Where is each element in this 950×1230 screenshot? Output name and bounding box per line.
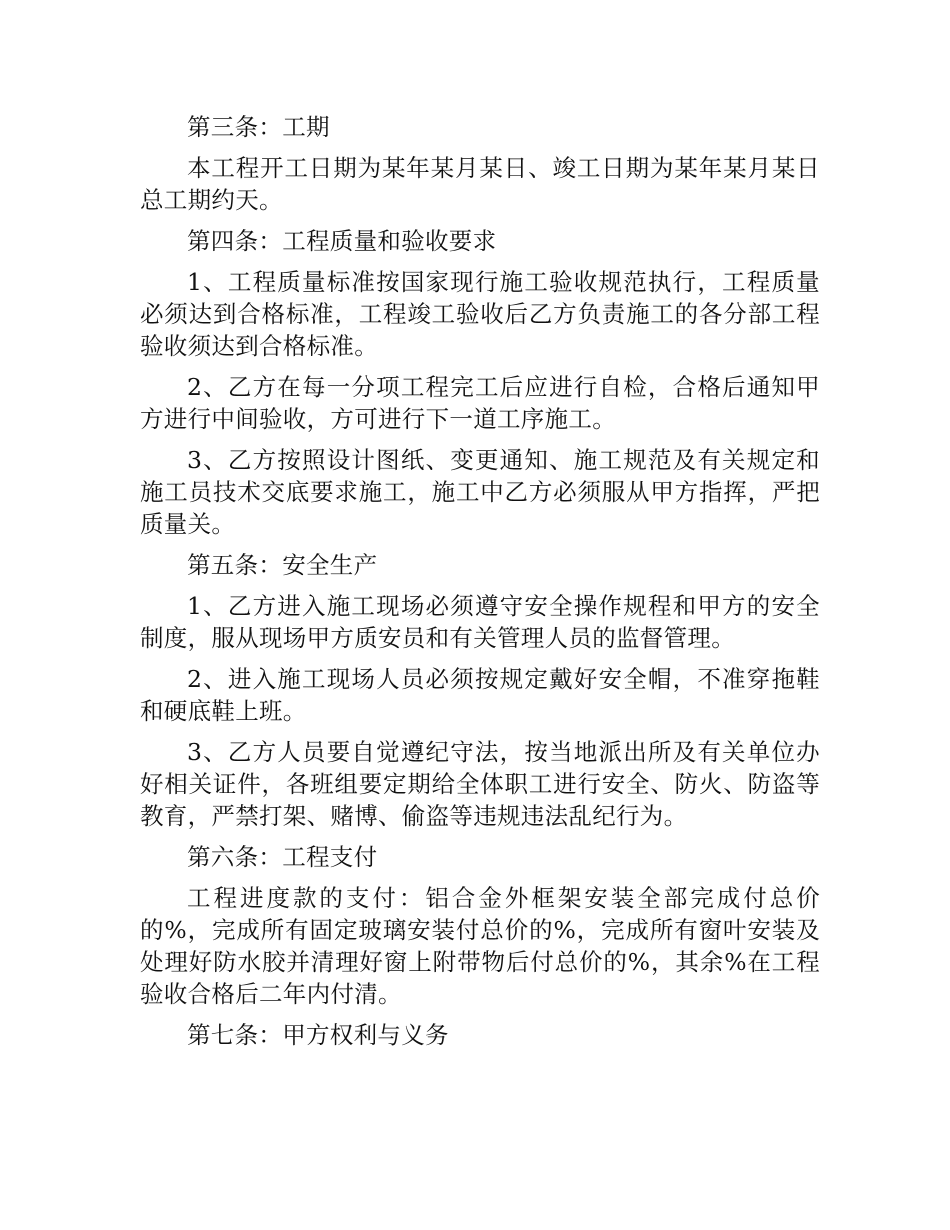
paragraph-safety-2: 2、进入施工现场人员必须按规定戴好安全帽，不准穿拖鞋和硬底鞋上班。 <box>140 665 820 725</box>
section-heading-article-4: 第四条：工程质量和验收要求 <box>187 227 497 255</box>
paragraph-safety-3: 3、乙方人员要自觉遵纪守法，按当地派出所及有关单位办好相关证件，各班组要定期给全体职工进行安全、防火、防盗等教育，严禁打架、赌博、偷盗等违规违法乱纪行为。 <box>140 738 820 830</box>
paragraph-safety-1: 1、乙方进入施工现场必须遵守安全操作规程和甲方的安全制度，服从现场甲方质安员和有关管理人员的监督管理。 <box>140 592 820 652</box>
section-heading-article-7: 第七条：甲方权利与义务 <box>187 1021 449 1049</box>
document-page <box>140 111 820 1060</box>
section-heading-article-5: 第五条：安全生产 <box>187 551 378 579</box>
paragraph-payment: 工程进度款的支付：铝合金外框架安装全部完成付总价的%，完成所有固定玻璃安装付总价的%，完成所有窗叶安装及处理好防水胶并清理好窗上附带物后付总价的%，其余%在工程验收合格后二年内付清。 <box>140 884 820 1008</box>
paragraph-construction-period: 本工程开工日期为某年某月某日、竣工日期为某年某月某日总工期约天。 <box>140 154 820 214</box>
paragraph-quality-1: 1、工程质量标准按国家现行施工验收规范执行，工程质量必须达到合格标准，工程竣工验收后乙方负责施工的各分部工程验收须达到合格标准。 <box>140 268 820 360</box>
section-heading-article-6: 第六条：工程支付 <box>187 843 378 871</box>
section-heading-article-3: 第三条：工期 <box>187 113 330 141</box>
paragraph-quality-2: 2、乙方在每一分项工程完工后应进行自检，合格后通知甲方进行中间验收，方可进行下一道工序施工。 <box>140 373 820 433</box>
paragraph-quality-3: 3、乙方按照设计图纸、变更通知、施工规范及有关规定和施工员技术交底要求施工，施工中乙方必须服从甲方指挥，严把质量关。 <box>140 446 820 538</box>
